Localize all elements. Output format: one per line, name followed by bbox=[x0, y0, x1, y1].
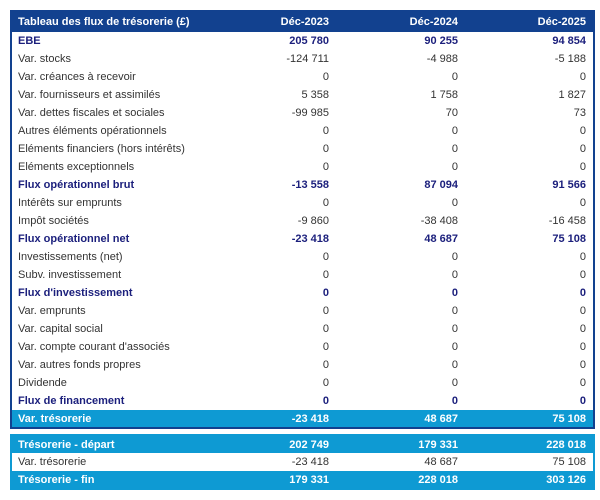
table-row bbox=[11, 50, 594, 68]
row-value: 0 bbox=[579, 377, 586, 389]
table-row bbox=[11, 248, 594, 266]
table-row bbox=[11, 140, 594, 158]
cash-flow-table bbox=[10, 10, 595, 429]
row-value: 0 bbox=[451, 71, 458, 83]
row-label: Var. trésorerie bbox=[11, 410, 207, 428]
row-value: 0 bbox=[451, 305, 458, 317]
row-label: Autres éléments opérationnels bbox=[18, 125, 167, 137]
table-row bbox=[11, 122, 594, 140]
table-row bbox=[11, 104, 594, 122]
row-value: 75 108 bbox=[552, 456, 586, 468]
row-value: 0 bbox=[579, 305, 586, 317]
table-row bbox=[11, 435, 594, 453]
row-value: 179 331 bbox=[207, 471, 336, 489]
row-value: 0 bbox=[322, 341, 329, 353]
row-label: Var. trésorerie bbox=[18, 456, 87, 468]
row-label: Var. emprunts bbox=[18, 305, 86, 317]
summary-table-body bbox=[11, 435, 594, 489]
row-value: -16 458 bbox=[548, 215, 586, 227]
row-value: 1 758 bbox=[430, 89, 458, 101]
table-row bbox=[11, 32, 594, 50]
row-value: 0 bbox=[579, 143, 586, 155]
row-value: -23 418 bbox=[291, 456, 329, 468]
row-label: Subv. investissement bbox=[18, 269, 122, 281]
table-row bbox=[11, 410, 594, 428]
row-value: 48 687 bbox=[424, 456, 458, 468]
row-value: 0 bbox=[322, 377, 329, 389]
table-row bbox=[11, 356, 594, 374]
row-value: 0 bbox=[451, 287, 458, 299]
row-label: Var. compte courant d'associés bbox=[18, 341, 170, 353]
row-value: 90 255 bbox=[424, 35, 458, 47]
row-value: 0 bbox=[322, 161, 329, 173]
row-value: 0 bbox=[579, 197, 586, 209]
row-value: 73 bbox=[573, 107, 586, 119]
row-value: 0 bbox=[451, 341, 458, 353]
table-row bbox=[11, 284, 594, 302]
row-value: 0 bbox=[579, 251, 586, 263]
row-value: 0 bbox=[451, 161, 458, 173]
table-row bbox=[11, 230, 594, 248]
row-value: -9 860 bbox=[297, 215, 329, 227]
row-label: Var. fournisseurs et assimilés bbox=[18, 89, 161, 101]
table-row bbox=[11, 302, 594, 320]
row-value: -13 558 bbox=[291, 179, 329, 191]
table-row bbox=[11, 68, 594, 86]
row-value: 0 bbox=[451, 143, 458, 155]
row-label: EBE bbox=[18, 35, 41, 47]
row-label: Eléments exceptionnels bbox=[18, 161, 135, 173]
row-label: Flux d'investissement bbox=[18, 287, 133, 299]
row-value: 0 bbox=[579, 71, 586, 83]
row-value: 75 108 bbox=[465, 410, 594, 428]
row-value: 87 094 bbox=[424, 179, 458, 191]
table-row bbox=[11, 471, 594, 489]
row-value: 0 bbox=[322, 143, 329, 155]
row-value: 0 bbox=[451, 197, 458, 209]
row-value: 0 bbox=[322, 251, 329, 263]
row-value: 0 bbox=[322, 71, 329, 83]
row-value: 0 bbox=[579, 359, 586, 371]
row-value: 0 bbox=[322, 197, 329, 209]
row-value: 70 bbox=[445, 107, 458, 119]
table-row bbox=[11, 453, 594, 471]
row-label: Intérêts sur emprunts bbox=[18, 197, 122, 209]
row-value: 0 bbox=[579, 161, 586, 173]
row-label: Var. créances à recevoir bbox=[18, 71, 136, 83]
row-label: Flux de financement bbox=[18, 395, 125, 407]
row-value: 0 bbox=[451, 323, 458, 335]
row-value: 48 687 bbox=[336, 410, 465, 428]
row-value: 0 bbox=[451, 269, 458, 281]
treasury-summary-table bbox=[10, 434, 595, 490]
row-value: 0 bbox=[451, 395, 458, 407]
table-row bbox=[11, 176, 594, 194]
table-row bbox=[11, 158, 594, 176]
column-header-dec-2023: Déc-2023 bbox=[207, 11, 336, 32]
column-header-dec-2025: Déc-2025 bbox=[465, 11, 594, 32]
table-row bbox=[11, 320, 594, 338]
table-row bbox=[11, 212, 594, 230]
table-row bbox=[11, 392, 594, 410]
row-label: Var. stocks bbox=[18, 53, 71, 65]
row-value: 0 bbox=[579, 287, 586, 299]
row-label: Flux opérationnel brut bbox=[18, 179, 135, 191]
table-row bbox=[11, 374, 594, 392]
row-value: 303 126 bbox=[465, 471, 594, 489]
row-value: 0 bbox=[322, 323, 329, 335]
row-value: 202 749 bbox=[207, 435, 336, 453]
row-value: 179 331 bbox=[336, 435, 465, 453]
row-value: 0 bbox=[322, 305, 329, 317]
row-value: -23 418 bbox=[207, 410, 336, 428]
row-label: Trésorerie - fin bbox=[11, 471, 207, 489]
row-label: Impôt sociétés bbox=[18, 215, 89, 227]
row-value: 0 bbox=[451, 125, 458, 137]
row-value: -124 711 bbox=[286, 53, 329, 65]
row-value: 94 854 bbox=[552, 35, 586, 47]
row-label: Dividende bbox=[18, 377, 67, 389]
row-value: 0 bbox=[579, 269, 586, 281]
table-row bbox=[11, 86, 594, 104]
table-body bbox=[11, 32, 594, 428]
row-value: 0 bbox=[322, 125, 329, 137]
table-title: Tableau des flux de trésorerie (£) bbox=[11, 11, 207, 32]
row-value: -5 188 bbox=[554, 53, 586, 65]
table-row bbox=[11, 266, 594, 284]
row-label: Flux opérationnel net bbox=[18, 233, 130, 245]
row-value: 0 bbox=[322, 269, 329, 281]
row-value: 0 bbox=[579, 323, 586, 335]
column-header-dec-2024: Déc-2024 bbox=[336, 11, 465, 32]
table-row bbox=[11, 338, 594, 356]
row-label: Var. autres fonds propres bbox=[18, 359, 141, 371]
row-value: 0 bbox=[579, 395, 586, 407]
row-value: 0 bbox=[451, 359, 458, 371]
row-value: -4 988 bbox=[426, 53, 458, 65]
row-value: 0 bbox=[579, 341, 586, 353]
row-value: 205 780 bbox=[289, 35, 329, 47]
row-value: 0 bbox=[322, 359, 329, 371]
row-value: -23 418 bbox=[291, 233, 329, 245]
row-value: 0 bbox=[322, 395, 329, 407]
row-value: 0 bbox=[322, 287, 329, 299]
table-header-row bbox=[11, 11, 594, 32]
row-value: 48 687 bbox=[424, 233, 458, 245]
row-label: Trésorerie - départ bbox=[11, 435, 207, 453]
row-value: 0 bbox=[451, 251, 458, 263]
row-label: Investissements (net) bbox=[18, 251, 123, 263]
table-row bbox=[11, 194, 594, 212]
row-label: Var. dettes fiscales et sociales bbox=[18, 107, 165, 119]
row-value: 228 018 bbox=[465, 435, 594, 453]
row-value: 228 018 bbox=[336, 471, 465, 489]
row-value: 0 bbox=[451, 377, 458, 389]
row-label: Eléments financiers (hors intérêts) bbox=[18, 143, 185, 155]
row-value: 75 108 bbox=[552, 233, 586, 245]
row-value: -99 985 bbox=[291, 107, 329, 119]
row-value: 1 827 bbox=[558, 89, 586, 101]
row-value: 91 566 bbox=[552, 179, 586, 191]
row-label: Var. capital social bbox=[18, 323, 103, 335]
row-value: -38 408 bbox=[420, 215, 458, 227]
row-value: 0 bbox=[579, 125, 586, 137]
row-value: 5 358 bbox=[301, 89, 329, 101]
